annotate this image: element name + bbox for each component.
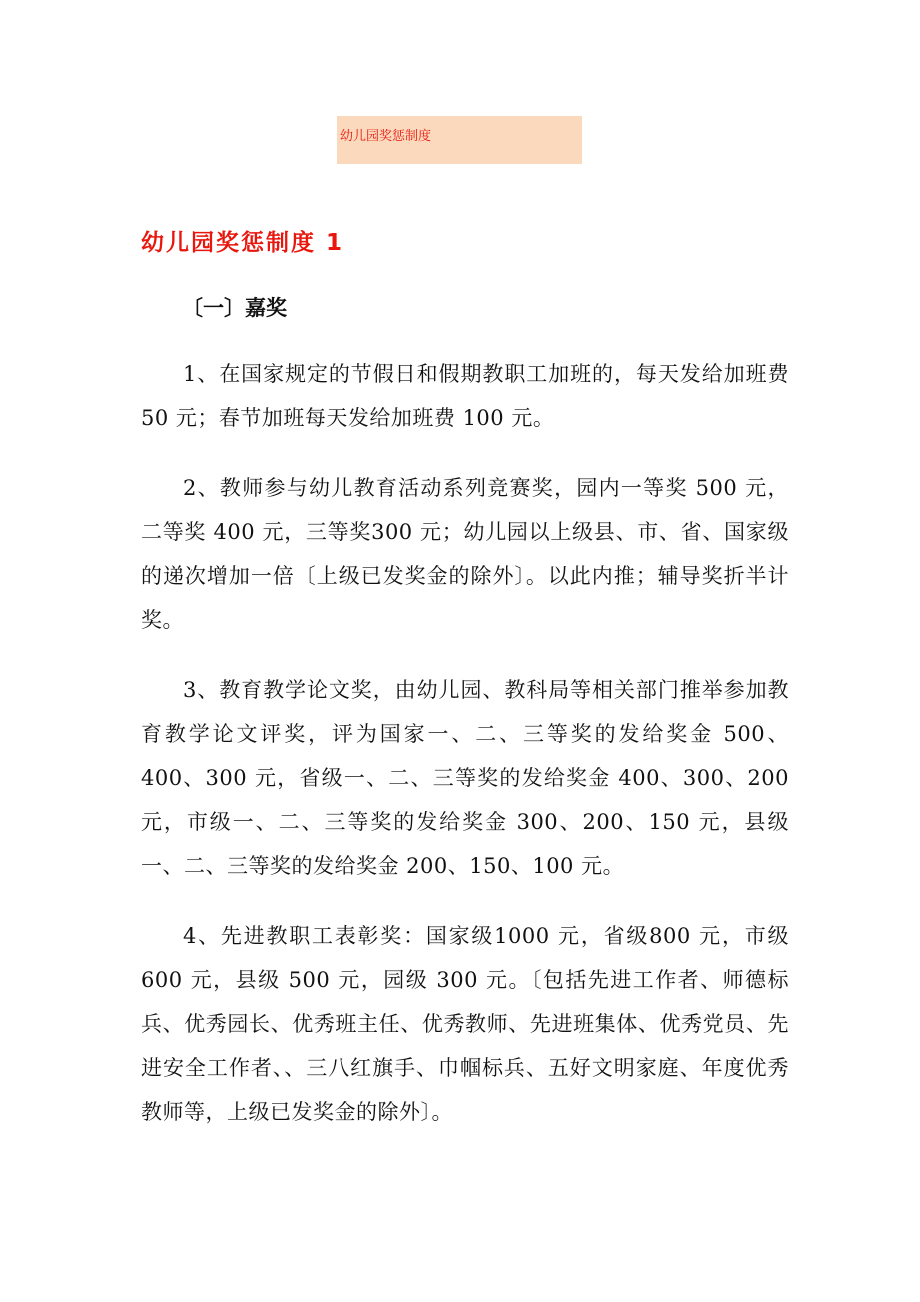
paragraph-1: 1、在国家规定的节假日和假期教职工加班的，每天发给加班费 50 元；春节加班每天发给加班费 100 元。	[141, 362, 789, 430]
document-title: 幼儿园奖惩制度 1	[141, 230, 345, 256]
header-banner	[337, 116, 582, 164]
paragraph-2: 2、教师参与幼儿教育活动系列竞赛奖，园内一等奖 500 元，二等奖 400 元，三等奖300 元；幼儿园以上级县、市、省、国家级的递次增加一倍〔上级已发奖金的除外〕。以此内推；辅导奖折半计奖。	[141, 476, 789, 632]
paragraph-3: 3、教育教学论文奖，由幼儿园、教科局等相关部门推举参加教育教学论文评奖，评为国家一、二、三等奖的发给奖金 500、400、300 元，省级一、二、三等奖的发给奖金 400、300、200 元，市级一、二、三等奖的发给奖金 300、200、150 元，县级一、二、三等奖的发给奖金 200、150、100 元。	[141, 678, 789, 878]
document-body	[141, 352, 789, 1160]
section-heading: 〔一〕嘉奖	[182, 296, 287, 320]
paragraph-4: 4、先进教职工表彰奖：国家级1000 元，省级800 元，市级600 元，县级 500 元，园级 300 元。〔包括先进工作者、师德标兵、优秀园长、优秀班主任、优秀教师、先进班集体、优秀党员、先进安全工作者、、三八红旗手、巾帼标兵、五好文明家庭、年度优秀教师等，上级已发奖金的除外〕。	[141, 924, 789, 1124]
header-label: 幼儿园奖惩制度	[340, 129, 432, 144]
